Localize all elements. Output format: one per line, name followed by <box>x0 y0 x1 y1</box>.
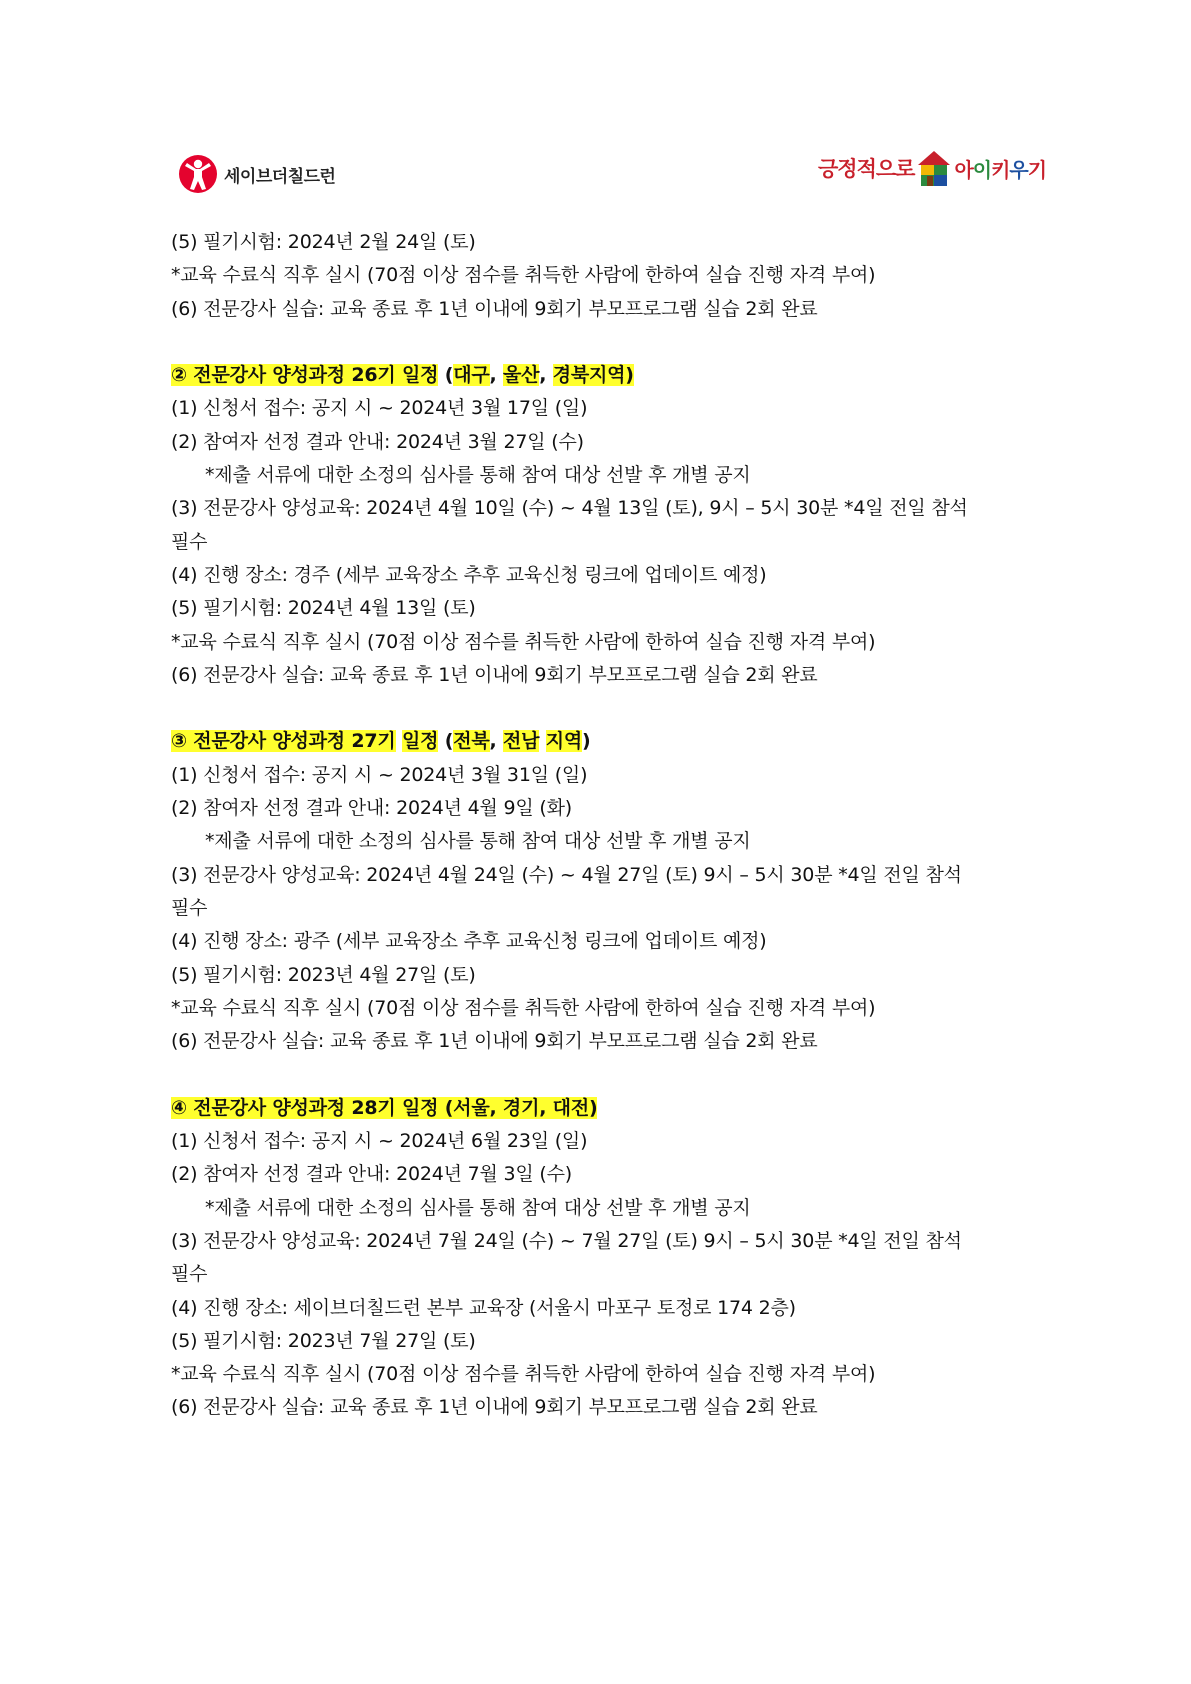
heading-part: , <box>489 364 503 387</box>
section-26-heading <box>171 359 1031 392</box>
logo-char: 이 <box>972 157 992 182</box>
s27-line-4: (3) 전문강사 양성교육: 2024년 4월 24일 (수) ~ 4월 27일 (토) 9시 – 5시 30분 *4일 전일 참석 <box>171 863 962 886</box>
logo-char: 아 <box>954 157 973 182</box>
s27-line-3: *제출 서류에 대한 소정의 심사를 통해 참여 대상 선발 후 개별 공지 <box>205 830 751 853</box>
s28-line-4: (3) 전문강사 양성교육: 2024년 7월 24일 (수) ~ 7월 27일 (토) 9시 – 5시 30분 *4일 전일 참석 <box>171 1229 962 1252</box>
s28-line-6: (4) 진행 장소: 세이브더칠드런 본부 교육장 (서울시 마포구 토정로 174 2층) <box>171 1296 796 1319</box>
heading-part <box>539 730 545 752</box>
heading-part: 전남 <box>502 730 540 753</box>
left-logo-text: 세이브더칠드런 <box>224 166 336 187</box>
house-blocks-icon <box>916 148 952 188</box>
s28-line-8: *교육 수료식 직후 실시 (70점 이상 점수를 취득한 사람에 한하여 실습 진행 자격 부여) <box>171 1363 876 1386</box>
s28-line-1: (1) 신청서 접수: 공지 시 ~ 2024년 6월 23일 (일) <box>171 1130 588 1153</box>
s27-line-8: *교육 수료식 직후 실시 (70점 이상 점수를 취득한 사람에 한하여 실습 진행 자격 부여) <box>171 996 876 1019</box>
save-the-children-logo <box>178 152 335 196</box>
s26-line-2: (2) 참여자 선정 결과 안내: 2024년 3월 27일 (수) <box>171 430 584 453</box>
right-logo-text-1: 긍정적으로 <box>818 157 915 181</box>
logo-char: 우 <box>1009 157 1028 182</box>
s28-line-7: (5) 필기시험: 2023년 7월 27일 (토) <box>171 1329 476 1352</box>
s27-line-7: (5) 필기시험: 2023년 4월 27일 (토) <box>171 963 476 986</box>
s28-line-3: *제출 서류에 대한 소정의 심사를 통해 참여 대상 선발 후 개별 공지 <box>205 1196 751 1219</box>
s26-line-5: 필수 <box>171 530 208 553</box>
heading-part: , <box>489 730 503 753</box>
s26-line-6: (4) 진행 장소: 경주 (세부 교육장소 추후 교육신청 링크에 업데이트 예정) <box>171 563 767 586</box>
positive-parenting-logo <box>818 148 1046 188</box>
spacer <box>171 1058 1031 1091</box>
heading-part: ② 전문강사 양성과정 26기 일정 <box>171 364 439 387</box>
heading-part: ( <box>438 364 454 387</box>
heading-part: ④ 전문강사 양성과정 28기 일정 (서울, 경기, 대전) <box>171 1096 598 1119</box>
s26-line-1: (1) 신청서 접수: 공지 시 ~ 2024년 3월 17일 (일) <box>171 397 588 420</box>
heading-part: 지역 <box>545 730 582 753</box>
s28-line-2: (2) 참여자 선정 결과 안내: 2024년 7월 3일 (수) <box>171 1163 572 1186</box>
heading-part: ③ 전문강사 양성과정 27기 <box>171 730 396 753</box>
pre-line-3: (6) 전문강사 실습: 교육 종료 후 1년 이내에 9회기 부모프로그램 실습 2회 완료 <box>171 297 818 320</box>
s28-line-5: 필수 <box>171 1263 208 1286</box>
heading-part: ( <box>438 730 454 753</box>
heading-part: 경북지역) <box>552 364 634 387</box>
s26-line-3: *제출 서류에 대한 소정의 심사를 통해 참여 대상 선발 후 개별 공지 <box>205 464 751 487</box>
s27-line-2: (2) 참여자 선정 결과 안내: 2024년 4월 9일 (화) <box>171 797 572 820</box>
right-logo-text-2 <box>954 154 1046 183</box>
heading-part: 전북 <box>453 730 490 753</box>
s27-line-1: (1) 신청서 접수: 공지 시 ~ 2024년 3월 31일 (일) <box>171 763 588 786</box>
heading-part: ) <box>582 730 591 753</box>
s28-line-9: (6) 전문강사 실습: 교육 종료 후 1년 이내에 9회기 부모프로그램 실습 2회 완료 <box>171 1396 818 1419</box>
pre-line-2: *교육 수료식 직후 실시 (70점 이상 점수를 취득한 사람에 한하여 실습 진행 자격 부여) <box>171 264 876 287</box>
heading-part: 대구 <box>453 364 490 387</box>
s26-line-8: *교육 수료식 직후 실시 (70점 이상 점수를 취득한 사람에 한하여 실습 진행 자격 부여) <box>171 630 876 653</box>
s26-line-4: (3) 전문강사 양성교육: 2024년 4월 10일 (수) ~ 4월 13일 (토), 9시 – 5시 30분 *4일 전일 참석 <box>171 497 968 520</box>
s27-line-5: 필수 <box>171 896 208 919</box>
s27-line-6: (4) 진행 장소: 광주 (세부 교육장소 추후 교육신청 링크에 업데이트 예정) <box>171 930 767 953</box>
document-body <box>171 226 1031 1425</box>
s27-line-9: (6) 전문강사 실습: 교육 종료 후 1년 이내에 9회기 부모프로그램 실습 2회 완료 <box>171 1030 818 1053</box>
section-28-heading <box>171 1092 1031 1125</box>
s26-line-9: (6) 전문강사 실습: 교육 종료 후 1년 이내에 9회기 부모프로그램 실습 2회 완료 <box>171 663 818 686</box>
s26-line-7: (5) 필기시험: 2024년 4월 13일 (토) <box>171 597 476 620</box>
heading-part: 울산 <box>502 364 540 387</box>
spacer <box>171 326 1031 359</box>
heading-part: 일정 <box>401 730 439 753</box>
section-27-heading <box>171 725 1031 758</box>
logo-char: 기 <box>1027 157 1047 182</box>
save-the-children-emblem-icon <box>178 152 218 196</box>
pre-line-1: (5) 필기시험: 2024년 2월 24일 (토) <box>171 231 476 253</box>
logo-char: 키 <box>991 157 1010 182</box>
heading-part: , <box>539 364 553 387</box>
spacer <box>171 692 1031 725</box>
page-header <box>0 0 1191 200</box>
